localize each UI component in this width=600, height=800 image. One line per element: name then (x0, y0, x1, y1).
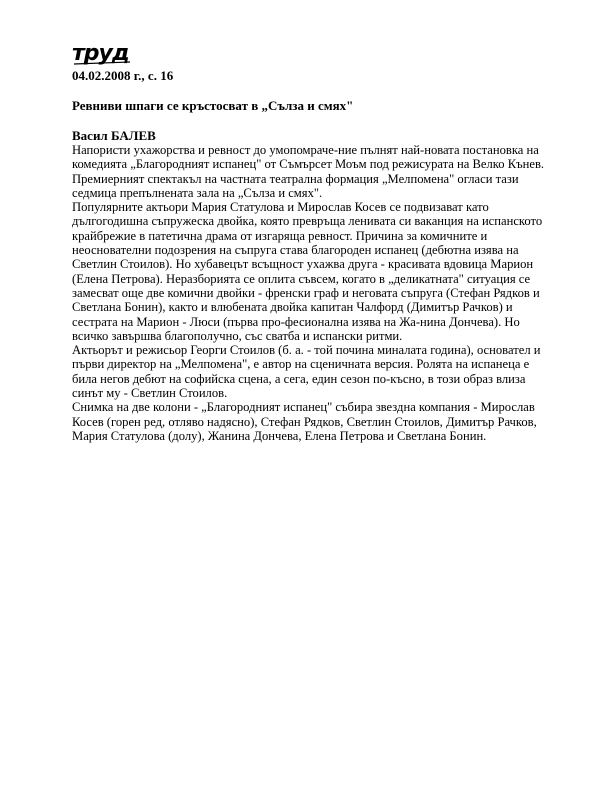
article-headline: Ревниви шпаги се кръстосват в „Сълза и смях" (72, 98, 354, 113)
publication-date-page: 04.02.2008 г., с. 16 (72, 68, 174, 83)
document-page (72, 40, 552, 443)
article-paragraph: Популярните актьори Мария Статулова и Мирослав Косев се подвизават като дългогодишна съпружеска двойка, която превръща лениватa си ваканция на испанското крайбрежие в патетична драма от изгаряща ревност. Причина за комичните и неоснователни подозрения на съпруга става благороден испанец (дебютна изява на Светлин Стоилов). Но хубавецът всъщност ухажва друга - красивата вдовица Марион (Елена Петрова). Неразборията се оплита съвсем, когато в „деликатната" ситуация се замесват още две комични двойки - френски граф и неговата съпруга (Стефан Рядков и Светлана Бонин), както и влюбената двойка капитан Чалфорд (Димитър Рачков) и сестрата на Марион - Люси (първа про-фесионална изява на Жа-нина Дончева). Но всичко завършва благополучно, със сватба и испански ритми. (72, 200, 543, 343)
newspaper-logo (72, 40, 552, 66)
svg-text:труд: труд (72, 41, 129, 66)
newspaper-logo-mark (72, 40, 134, 66)
article-author: Васил БАЛЕВ (72, 128, 156, 143)
article-paragraph: Снимка на две колони - „Благородният испанец" събира звездна компания - Мирослав Косев (горен ред, отляво надясно), Стефан Рядков, Светлин Стоилов, Димитър Рачков, Мария Статулова (долу), Жанина Дончева, Елена Петрова и Светлана Бонин. (72, 400, 537, 443)
article-paragraph: Напористи ухажорства и ревност до умопомраче-ние пълнят най-новата постановка на комедията „Благородният испанец" от Съмърсет Моъм под режисурата на Велко Кънев. Премиерният спектакъл на частната театрална формация „Мелпомена" огласи тази седмица препълнената зала на „Сълза и смях". (72, 143, 545, 200)
article-paragraph: Актьорът и режисьор Георги Стоилов (б. а. - той почина миналата година), основател и първи директор на „Мелпомена", е автор на сценичната версия. Ролята на испанеца е била негов дебют на софийска сцена, а сега, един сезон по-късно, в този образ влиза синът му - Светлин Стоилов. (72, 343, 541, 401)
